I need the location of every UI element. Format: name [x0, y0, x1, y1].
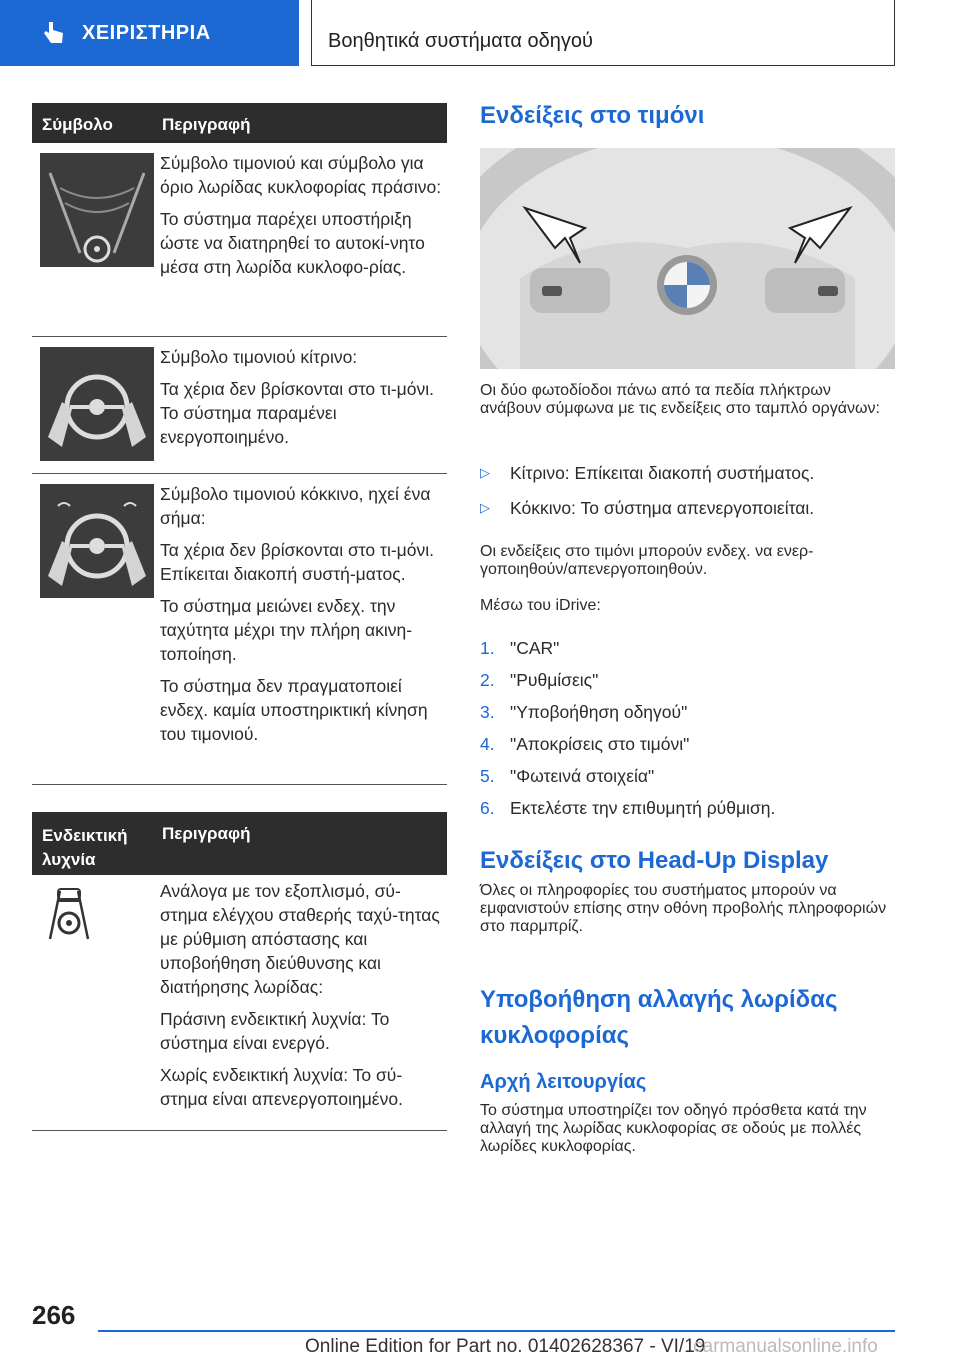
t2-para2: Πράσινη ενδεικτική λυχνία: Το σύστημα είναι ενεργό. [160, 1009, 390, 1053]
table-row [32, 337, 447, 474]
t2-para3: Χωρίς ενδεικτική λυχνία: Το σύ-στημα είναι απενεργοποιημένο. [160, 1065, 403, 1109]
list-item: 6. Εκτελέστε την επιθυμητή ρύθμιση. [480, 798, 776, 818]
table-header [32, 103, 447, 143]
list-item: 4. "Αποκρίσεις στο τιμόνι" [480, 734, 690, 754]
table-row [32, 474, 447, 785]
col-indicator-header: Ενδεικτική λυχνία [42, 826, 128, 869]
table-row [32, 143, 447, 337]
bullet-triangle-icon: ▷ [480, 500, 490, 515]
table-header [32, 812, 447, 875]
table-row [32, 875, 447, 1131]
watermark: carmanualsonline.info [693, 1336, 878, 1357]
list-item: 1. "CAR" [480, 638, 560, 658]
symbol-table [32, 103, 447, 785]
activation-text: Οι ενδείξεις στο τιμόνι μπορούν ενδεχ. να ενερ-γοποιηθούν/απενεργοποιηθούν. [480, 543, 814, 578]
bullet-triangle-icon: ▷ [480, 465, 490, 480]
row3-para2: Τα χέρια δεν βρίσκονται στο τι-μόνι. Επίκειται διακοπή συστή-ματος. [160, 540, 434, 584]
row3-para3: Το σύστημα μειώνει ενδεχ. την ταχύτητα μέχρι την πλήρη ακινη-τοποίηση. [160, 596, 413, 664]
col-description-header: Περιγραφή [162, 824, 251, 843]
heading-principle: Αρχή λειτουργίας [480, 1071, 647, 1093]
list-item: 2. "Ρυθμίσεις" [480, 670, 599, 690]
list-item: 5. "Φωτεινά στοιχεία" [480, 766, 655, 786]
lane-assist-indicator-icon [40, 883, 98, 941]
bullet-text: Κόκκινο: Το σύστημα απενεργοποιείται. [510, 498, 815, 518]
row1-para2: Το σύστημα παρέχει υποστήριξη ώστε να διατηρηθεί το αυτοκί-νητο μέσα στη λωρίδα κυκλοφο-ρίας. [160, 209, 425, 277]
section-label: ΧΕΙΡΙΣΤΗΡΙΑ [82, 21, 211, 44]
t2-para1: Ανάλογα με τον εξοπλισμό, σύ-στημα ελέγχου σταθερής ταχύ-τητας με ρύθμιση απόστασης και υποβοήθηση διεύθυνσης και διατήρησης λωρίδας: [160, 881, 440, 997]
led-explanation: Οι δύο φωτοδίοδοι πάνω από τα πεδία πλήκτρων ανάβουν σύμφωνα με τις ενδείξεις στο ταμπλό οργάνων: [480, 382, 880, 417]
list-item: 3. "Υποβοήθηση οδηγού" [480, 702, 688, 722]
principle-text: Το σύστημα υποστηρίζει τον οδηγό πρόσθετα κατά την αλλαγή της λωρίδας κυκλοφορίας σε οδούς με πολλές λωρίδες κυκλοφορίας. [480, 1102, 867, 1155]
steering-wheel-lane-green-icon [40, 153, 154, 267]
steering-wheel-hands-yellow-icon [40, 347, 154, 461]
footer-divider [98, 1330, 895, 1332]
edition-info: Online Edition for Part no. 01402628367 - VI/19 [305, 1336, 706, 1357]
bullet-text: Κίτρινο: Επίκειται διακοπή συστήματος. [510, 463, 815, 483]
section-tab[interactable] [0, 0, 299, 66]
steps-list [480, 635, 895, 827]
col-symbol-header: Σύμβολο [42, 115, 113, 134]
heading-steering-indications: Ενδείξεις στο τιμόνι [480, 102, 705, 129]
list-item [480, 495, 895, 521]
row1-para1: Σύμβολο τιμονιού και σύμβολο για όριο λωρίδας κυκλοφορίας πράσινο: [160, 153, 442, 197]
steering-wheel-hands-red-icon [40, 484, 154, 598]
col-description-header: Περιγραφή [162, 115, 251, 134]
hud-text: Όλες οι πληροφορίες του συστήματος μπορούν να εμφανιστούν επίσης στην οθόνη προβολής πληροφοριών στο παρμπρίζ. [480, 882, 887, 935]
heading-lane-change: Υποβοήθηση αλλαγής λωρίδας κυκλοφορίας [480, 986, 838, 1049]
page-number: 266 [32, 1300, 76, 1330]
hand-pointer-icon [40, 19, 68, 47]
row2-para1: Σύμβολο τιμονιού κίτρινο: [160, 347, 358, 367]
indicator-table [32, 812, 447, 1131]
row2-para2: Τα χέρια δεν βρίσκονται στο τι-μόνι. Το σύστημα παραμένει ενεργοποιημένο. [160, 379, 434, 447]
row3-para4: Το σύστημα δεν πραγματοποιεί ενδεχ. καμία υποστηρικτική κίνηση του τιμονιού. [160, 676, 428, 744]
row3-para1: Σύμβολο τιμονιού κόκκινο, ηχεί ένα σήμα: [160, 484, 431, 528]
heading-hud: Ενδείξεις στο Head-Up Display [480, 847, 829, 874]
list-item [480, 460, 895, 486]
chapter-header [311, 0, 895, 66]
steering-wheel-photo [480, 148, 895, 369]
idrive-text: Μέσω του iDrive: [480, 597, 601, 614]
chapter-title: Βοηθητικά συστήματα οδηγού [328, 30, 593, 52]
